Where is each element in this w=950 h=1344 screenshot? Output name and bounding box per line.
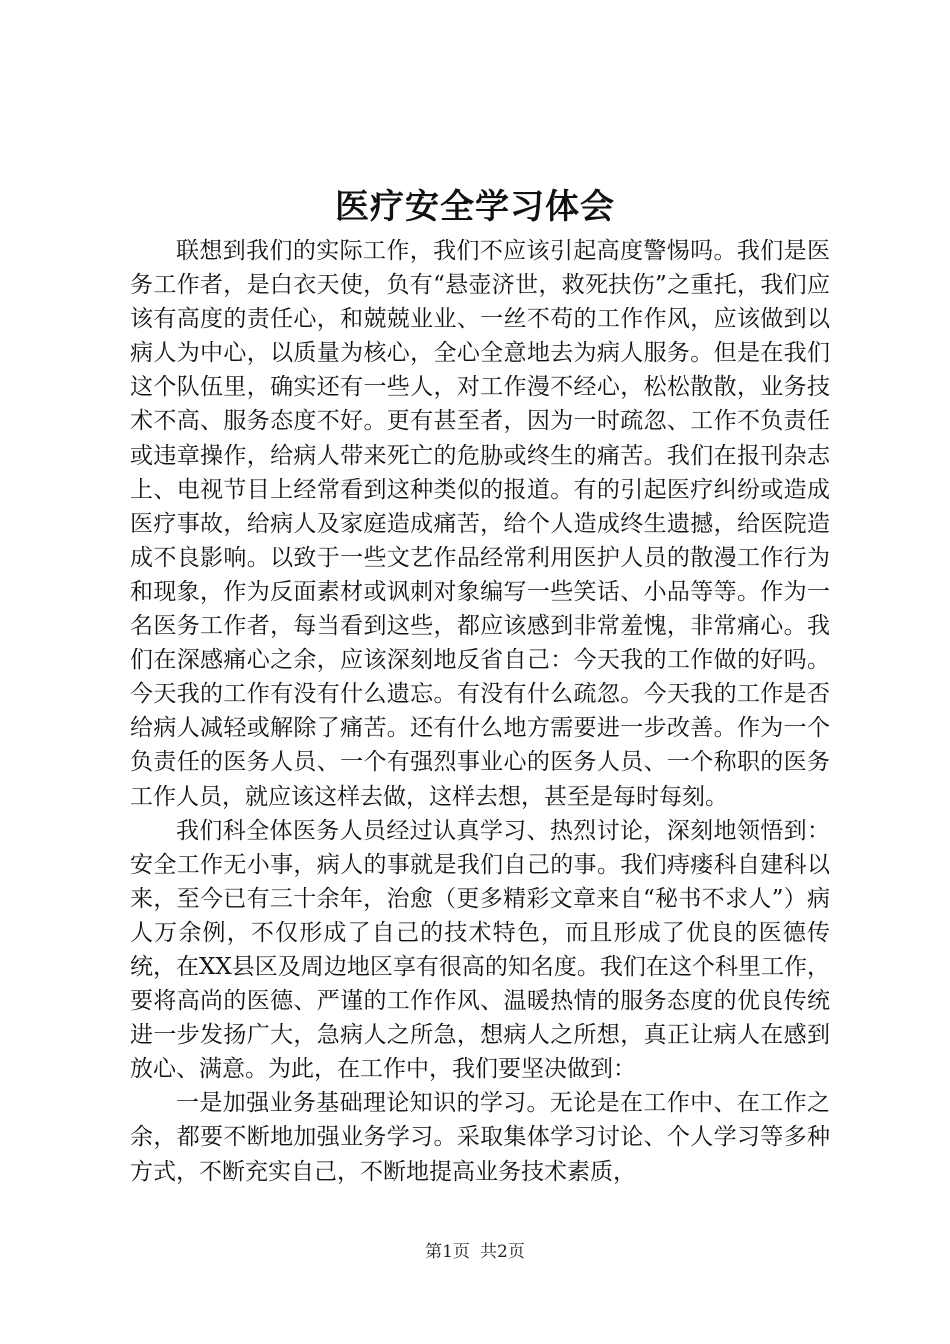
document-title: 医疗安全学习体会 [335,187,615,227]
paragraph-2: 我们科全体医务人员经过认真学习、热烈讨论，深刻地领悟到：安全工作无小事，病人的事就是我们自己的事。我们痔瘘科自建科以来，至今已有三十余年，治愈（更多精彩文章来自“秘书不求人”）病人万余例，不仅形成了自己的技术特色，而且形成了优良的医德传统，在XX县区及周边地区享有很高的知名度。我们在这个科里工作，要将高尚的医德、严谨的工作作风、温暖热情的服务态度的优良传统进一步发扬广大，急病人之所急，想病人之所想，真正让病人在感到放心、满意。为此，在工作中，我们要坚决做到： [130,817,830,1083]
page-total: 共2页 [480,1242,525,1262]
paragraph-3: 一是加强业务基础理论知识的学习。无论是在工作中、在工作之余，都要不断地加强业务学习。采取集体学习讨论、个人学习等多种方式，不断充实自己，不断地提高业务技术素质， [130,1090,830,1185]
document-body [130,234,830,1189]
page-number: 第1页 [425,1242,470,1262]
paragraph-1: 联想到我们的实际工作，我们不应该引起高度警惕吗。我们是医务工作者，是白衣天使，负有“悬壶济世，救死扶伤”之重托，我们应该有高度的责任心，和兢兢业业、一丝不苟的工作作风，应该做到以病人为中心，以质量为核心，全心全意地去为病人服务。但是在我们这个队伍里，确实还有一些人，对工作漫不经心，松松散散，业务技术不高、服务态度不好。更有甚至者，因为一时疏忽、工作不负责任或违章操作，给病人带来死亡的危胁或终生的痛苦。我们在报刊杂志上、电视节目上经常看到这种类似的报道。有的引起医疗纠纷或造成医疗事故，给病人及家庭造成痛苦，给个人造成终生遗撼，给医院造成不良影响。以致于一些文艺作品经常利用医护人员的散漫工作行为和现象，作为反面素材或讽刺对象编写一些笑话、小品等等。作为一名医务工作者，每当看到这些，都应该感到非常羞愧，非常痛心。我们在深感痛心之余，应该深刻地反省自己：今天我的工作做的好吗。今天我的工作有没有什么遗忘。有没有什么疏忽。今天我的工作是否给病人减轻或解除了痛苦。还有什么地方需要进一步改善。作为一个负责任的医务人员、一个有强烈事业心的医务人员、一个称职的医务工作人员，就应该这样去做，这样去想，甚至是每时每刻。 [130,238,830,810]
page-footer [0,1240,950,1264]
